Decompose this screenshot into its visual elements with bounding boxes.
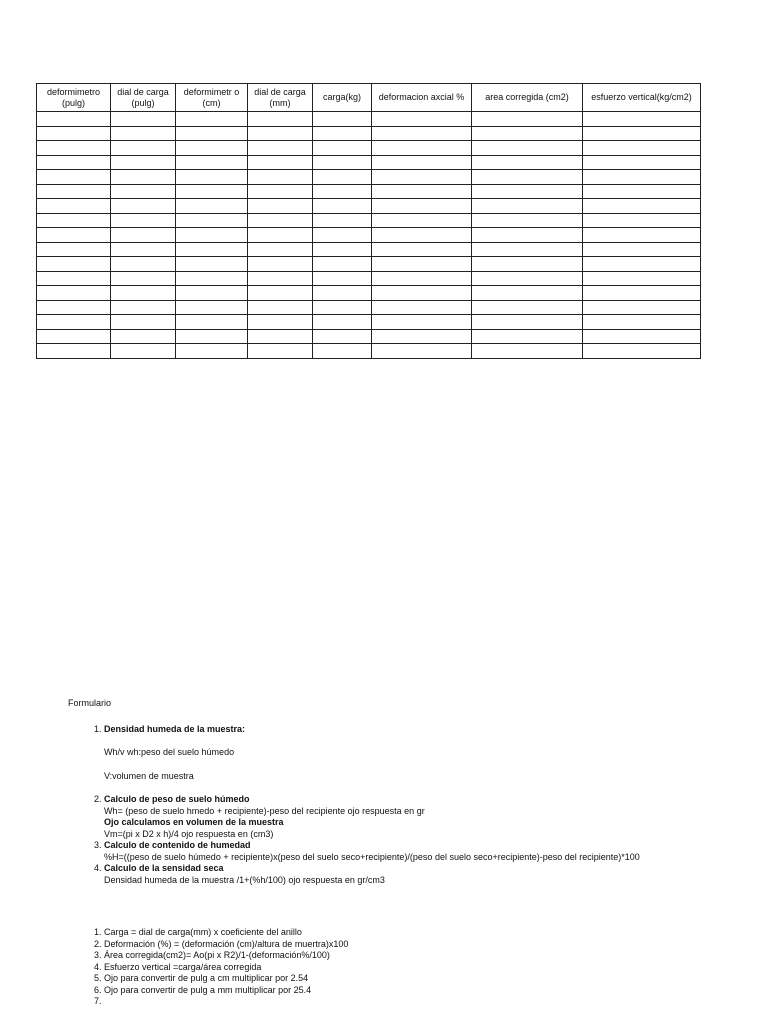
table-cell [176,199,248,214]
table-cell [37,286,111,301]
table-cell [372,286,472,301]
table-cell [176,184,248,199]
table-cell [313,242,372,257]
table-cell [583,170,701,185]
table-cell [37,155,111,170]
table-row [37,112,701,127]
table-cell [111,271,176,286]
table-cell [313,315,372,330]
table-cell [313,199,372,214]
table-cell [372,300,472,315]
table-cell [472,286,583,301]
table-cell [111,199,176,214]
table-cell [111,257,176,272]
table-cell [472,112,583,127]
table-cell [583,344,701,359]
table-cell [248,344,313,359]
table-cell [313,155,372,170]
formulario-heading: Formulario [68,698,112,708]
table-cell [583,126,701,141]
table-cell [176,155,248,170]
table-cell [248,228,313,243]
table-cell [472,155,583,170]
table-cell [176,344,248,359]
table-cell [313,228,372,243]
table-cell [372,315,472,330]
table-cell [583,199,701,214]
table-cell [37,257,111,272]
formula-text: %H=((peso de suelo húmedo + recipiente)x(peso del suelo seco+recipiente)/(peso del suelo seco+recipiente)-peso del recipiente)*100 [104,851,640,862]
formula-text: Vm=(pi x D2 x h)/4 ojo respuesta en (cm3) [104,828,274,839]
table-cell [372,199,472,214]
formula-text: V:volumen de muestra [104,770,194,781]
table-row [37,329,701,344]
table-cell [111,141,176,156]
column-header: area corregida (cm2) [472,84,583,112]
table-cell [176,242,248,257]
item-subtitle: Ojo calculamos en volumen de la muestra [104,817,284,827]
table-cell [111,315,176,330]
table-cell [176,271,248,286]
list-item [104,794,748,840]
table-cell [248,300,313,315]
table-cell [583,257,701,272]
table-cell [313,286,372,301]
table-cell [176,228,248,243]
table-cell [472,315,583,330]
table-cell [37,184,111,199]
list-item [104,724,748,783]
table-cell [372,141,472,156]
table-row [37,315,701,330]
table-cell [583,329,701,344]
column-header: deformimetro (pulg) [37,84,111,112]
table-cell [37,242,111,257]
table-cell [248,257,313,272]
table-cell [583,184,701,199]
item-title: Calculo de peso de suelo húmedo [104,794,250,804]
table-cell [472,213,583,228]
table-cell [372,126,472,141]
table-cell [37,271,111,286]
list-item [104,840,748,863]
table-cell [248,112,313,127]
table-cell [37,170,111,185]
list-item: 1. Carga = dial de carga(mm) x coeficiente del anillo [104,927,748,939]
table-cell [372,184,472,199]
table-cell [176,170,248,185]
table-row [37,170,701,185]
table-cell [372,344,472,359]
table-cell [111,286,176,301]
table-cell [248,126,313,141]
table-cell [313,271,372,286]
list-item: 4. Esfuerzo vertical =carga/área corregida [104,962,748,974]
table-cell [176,126,248,141]
table-cell [37,228,111,243]
table-cell [176,112,248,127]
table-cell [583,271,701,286]
table-cell [176,213,248,228]
table-cell [313,126,372,141]
item-title: Calculo de la sensidad seca [104,863,224,873]
table-cell [37,199,111,214]
table-row [37,257,701,272]
table-cell [248,315,313,330]
table-cell [583,155,701,170]
table-row [37,242,701,257]
table-cell [248,155,313,170]
table-cell [583,315,701,330]
table-cell [372,228,472,243]
table-row [37,126,701,141]
table-cell [313,170,372,185]
column-header: carga(kg) [313,84,372,112]
table-cell [583,213,701,228]
table-row [37,271,701,286]
table-header-row [37,84,701,112]
list-item: 2. Deformación (%) = (deformación (cm)/altura de muertra)x100 [104,939,748,951]
table-cell [372,170,472,185]
table-row [37,286,701,301]
formulas-list [68,927,748,1008]
table-cell [313,257,372,272]
table-cell [248,242,313,257]
table-cell [111,300,176,315]
table-cell [37,329,111,344]
table-cell [583,300,701,315]
table-cell [372,329,472,344]
item-title: Densidad humeda de la muestra: [104,723,246,734]
table-cell [372,242,472,257]
table-cell [472,242,583,257]
table-cell [248,184,313,199]
table-cell [372,155,472,170]
table-row [37,228,701,243]
table-cell [583,242,701,257]
table-cell [583,112,701,127]
column-header: esfuerzo vertical(kg/cm2) [583,84,701,112]
formula-text: Wh/v wh:peso del suelo húmedo [104,747,235,757]
table-cell [583,228,701,243]
table-cell [472,257,583,272]
list-item [104,863,748,886]
table-row [37,213,701,228]
table-row [37,344,701,359]
table-cell [583,141,701,156]
table-cell [313,213,372,228]
formulario-section [68,698,748,886]
table-cell [372,271,472,286]
table-cell [472,271,583,286]
table-cell [313,141,372,156]
column-header: dial de carga (pulg) [111,84,176,112]
table-cell [176,315,248,330]
table-cell [472,329,583,344]
table-cell [313,300,372,315]
formula-text: Densidad humeda de la muestra /1+(%h/100) ojo respuesta en gr/cm3 [104,874,385,885]
table-cell [176,300,248,315]
table-cell [472,344,583,359]
list-item: 5. Ojo para convertir de pulg a cm multiplicar por 2.54 [104,973,748,985]
table-cell [111,112,176,127]
table-cell [37,300,111,315]
table-cell [583,286,701,301]
table-cell [111,213,176,228]
table-cell [248,271,313,286]
table-cell [176,141,248,156]
table-cell [372,112,472,127]
table-cell [313,112,372,127]
table-row [37,199,701,214]
table-cell [313,344,372,359]
table-cell [472,141,583,156]
list-item [104,996,748,1008]
table-cell [176,257,248,272]
table-cell [372,257,472,272]
table-cell [37,126,111,141]
table-cell [472,300,583,315]
table-cell [248,329,313,344]
list-item: 3. Área corregida(cm2)= Ao(pi x R2)/1-(deformación%/100) [104,950,748,962]
column-header: deformacion axcial % [372,84,472,112]
table-cell [313,184,372,199]
table-cell [111,344,176,359]
table-cell [37,315,111,330]
column-header: deformimetr o (cm) [176,84,248,112]
table-cell [248,199,313,214]
column-header: dial de carga (mm) [248,84,313,112]
table-cell [37,112,111,127]
table-row [37,300,701,315]
results-table [36,83,701,359]
table-cell [248,213,313,228]
table-cell [248,141,313,156]
table-cell [472,199,583,214]
table-cell [313,329,372,344]
table-row [37,184,701,199]
table-cell [472,126,583,141]
table-cell [111,242,176,257]
formulas-section [68,927,748,1008]
table-cell [248,170,313,185]
item-title: Calculo de contenido de humedad [104,840,251,850]
table-cell [111,126,176,141]
table-cell [111,184,176,199]
table-cell [372,213,472,228]
table-cell [111,155,176,170]
list-item: 6. Ojo para convertir de pulg a mm multiplicar por 25.4 [104,985,748,997]
table-cell [472,184,583,199]
table-row [37,155,701,170]
table-cell [37,344,111,359]
table-cell [111,228,176,243]
table-cell [111,170,176,185]
table-cell [111,329,176,344]
formula-text: Wh= (peso de suelo hmedo + recipiente)-peso del recipiente ojo respuesta en gr [104,805,425,816]
table-cell [176,329,248,344]
table-cell [248,286,313,301]
table-cell [472,170,583,185]
table-cell [37,213,111,228]
table-cell [176,286,248,301]
table-cell [472,228,583,243]
table-cell [37,141,111,156]
table-row [37,141,701,156]
formulario-list [68,724,748,887]
table-body [37,112,701,359]
